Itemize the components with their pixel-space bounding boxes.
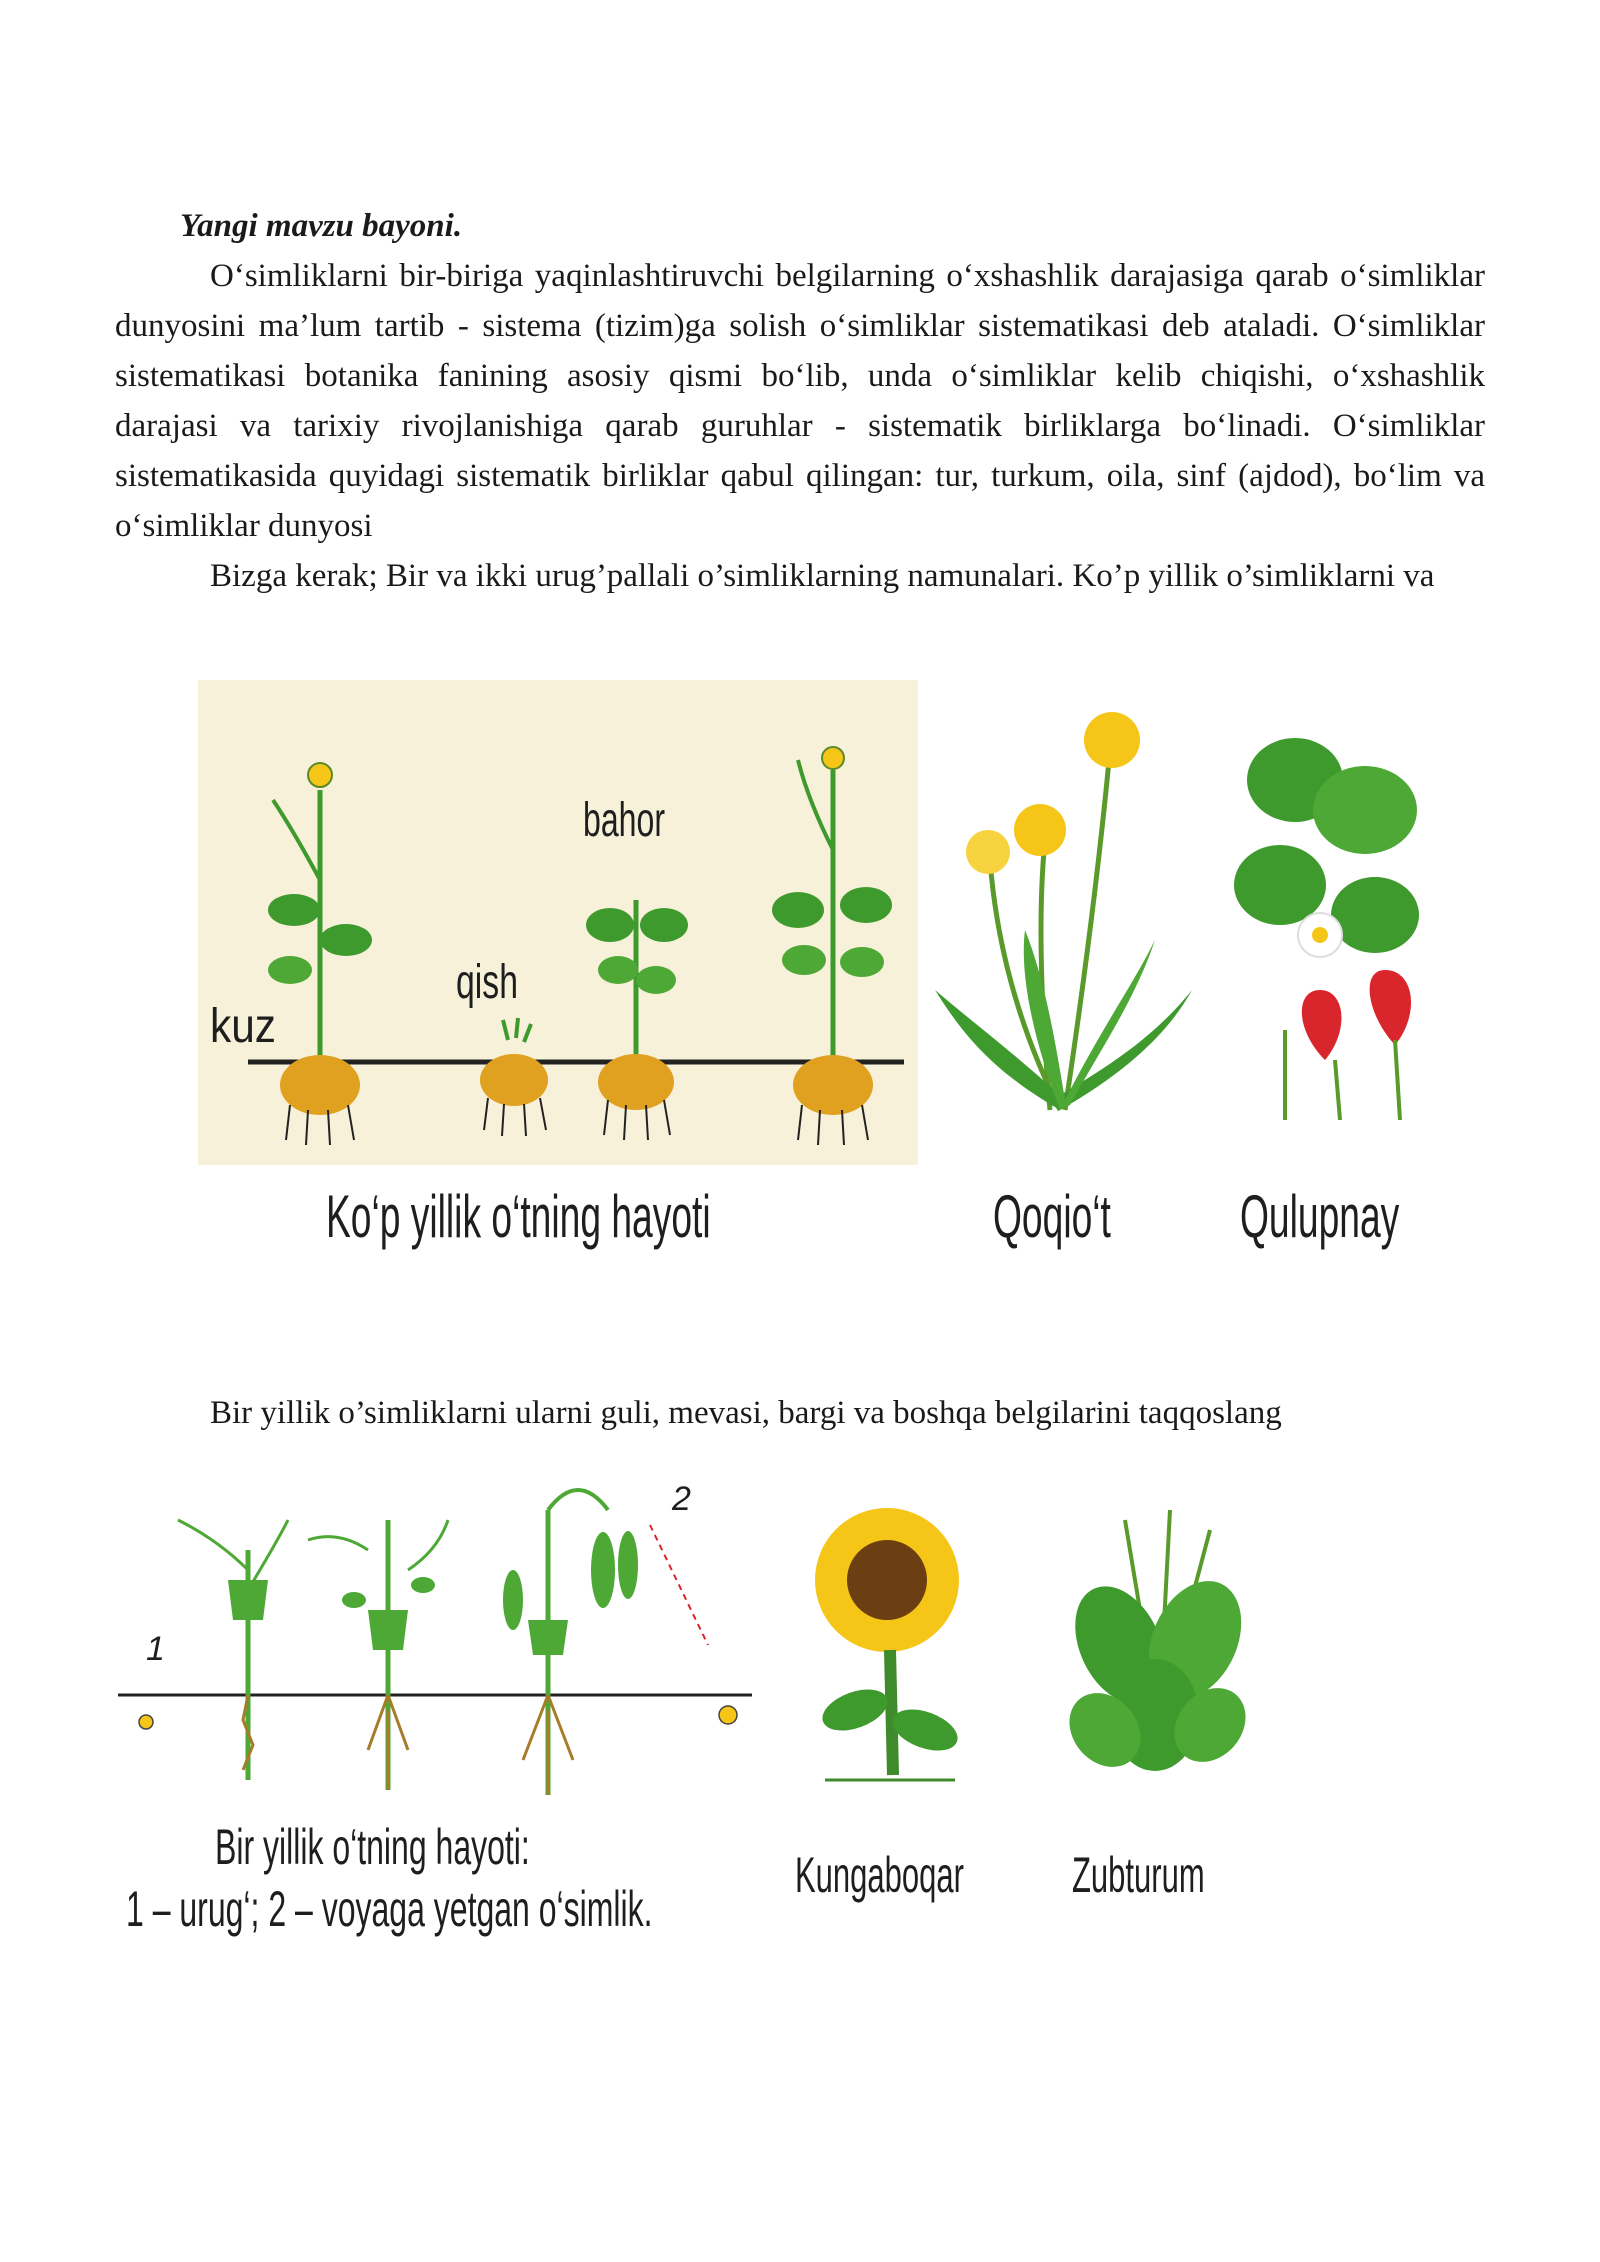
- strawberry-image: [1225, 700, 1425, 1120]
- paragraph-materials: Bizga kerak; Bir va ikki urug’pallali o’simliklarning namunalari. Ko’p yillik o’simliklarni va: [210, 558, 1435, 594]
- caption-perennial: Ko‘p yillik o‘tning hayoti: [326, 1183, 711, 1250]
- marker-seed: 1: [146, 1630, 165, 1668]
- label-autumn: kuz: [210, 1000, 276, 1053]
- caption-sunflower: Kungaboqar: [795, 1847, 964, 1903]
- sunflower-image: [805, 1475, 975, 1795]
- plantain-image: [1055, 1500, 1255, 1790]
- caption-annual-line2: 1 – urug‘; 2 – voyaga yetgan o‘simlik.: [126, 1881, 653, 1937]
- paragraph-systematics: O‘simliklarni bir-biriga yaqinlashtiruvchi belgilarning o‘xshashlik darajasiga qarab o‘simliklar dunyosini ma’lum tartib - sistema (tizim)ga solish o‘simliklar sistematikasi deb ataladi. O‘simliklar sistematikasi botanika fanining asosiy qismi bo‘lib, unda o‘simliklar kelib chiqishi, o‘xshashlik darajasi va tarixiy rivojlanishiga qarab guruhlar - sistematik birliklarga bo‘linadi. O‘simliklar sistematikasida quyidagi sistematik birliklar qabul qilingan: tur, turkum, oila, sinf (ajdod), bo‘lim va o‘simliklar dunyosi: [115, 258, 1485, 544]
- label-winter: qish: [456, 956, 518, 1009]
- caption-dandelion: Qoqio‘t: [993, 1183, 1111, 1250]
- annual-comparison-text: Bir yillik o’simliklarni ularni guli, mevasi, bargi va boshqa belgilarini taqqoslang: [210, 1395, 1282, 1431]
- annual-lifecycle-figure: [118, 1460, 752, 1812]
- annual-seedling: [178, 1520, 288, 1780]
- label-spring: bahor: [583, 794, 666, 847]
- perennial-mature-plant: [772, 747, 892, 1145]
- caption-strawberry: Qulupnay: [1240, 1183, 1400, 1250]
- caption-plantain: Zubturum: [1072, 1847, 1205, 1903]
- dandelion-image: [930, 690, 1200, 1160]
- perennial-autumn-plant: [268, 763, 372, 1145]
- caption-annual-line1: Bir yillik o‘tning hayoti:: [215, 1819, 530, 1875]
- perennial-winter-bulb: [480, 1018, 548, 1136]
- marker-mature-plant: 2: [672, 1480, 691, 1518]
- perennial-lifecycle-figure: [198, 680, 918, 1165]
- perennial-spring-plant: [586, 900, 688, 1140]
- annual-mature-plant: [503, 1490, 638, 1795]
- annual-growing-plant: [308, 1520, 448, 1790]
- body-text: [115, 251, 1485, 601]
- section-heading: Yangi mavzu bayoni.: [180, 208, 463, 244]
- sunflower-head: [815, 1508, 959, 1652]
